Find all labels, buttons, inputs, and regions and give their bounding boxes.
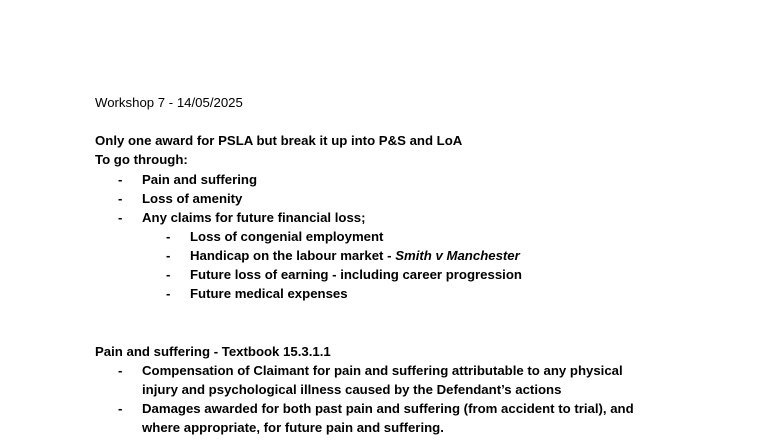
case-citation: Smith v Manchester [395,248,520,263]
dash-bullet: - [166,286,171,301]
sublist-item-label: Future loss of earning - including career progression [190,267,522,282]
dash-bullet: - [166,229,171,244]
dash-bullet: - [166,267,171,282]
sublist-item-label: Loss of congenial employment [190,229,384,244]
bullet-text: Compensation of Claimant for pain and suffering attributable to any physical [142,363,623,378]
dash-bullet: - [118,172,123,187]
sublist-item-label: Future medical expenses [190,286,348,301]
dash-bullet: - [118,401,123,416]
bullet-text-continued: injury and psychological illness caused by the Defendant’s actions [142,382,562,397]
workshop-header: Workshop 7 - 14/05/2025 [95,95,243,110]
sublist-item-label [190,246,520,265]
section-heading: Pain and suffering - Textbook 15.3.1.1 [95,344,331,359]
bullet-text-continued: where appropriate, for future pain and suffering. [142,420,444,435]
dash-bullet: - [166,248,171,263]
handicap-prefix: Handicap on the labour market - [190,248,396,263]
bullet-text: Damages awarded for both past pain and suffering (from accident to trial), and [142,401,634,416]
intro-line-1: Only one award for PSLA but break it up into P&S and LoA [95,133,463,148]
intro-line-2: To go through: [95,152,188,167]
dash-bullet: - [118,210,123,225]
list-item-label: Any claims for future financial loss; [142,210,366,225]
dash-bullet: - [118,363,123,378]
list-item-label: Pain and suffering [142,172,258,187]
dash-bullet: - [118,191,123,206]
list-item-label: Loss of amenity [142,191,243,206]
